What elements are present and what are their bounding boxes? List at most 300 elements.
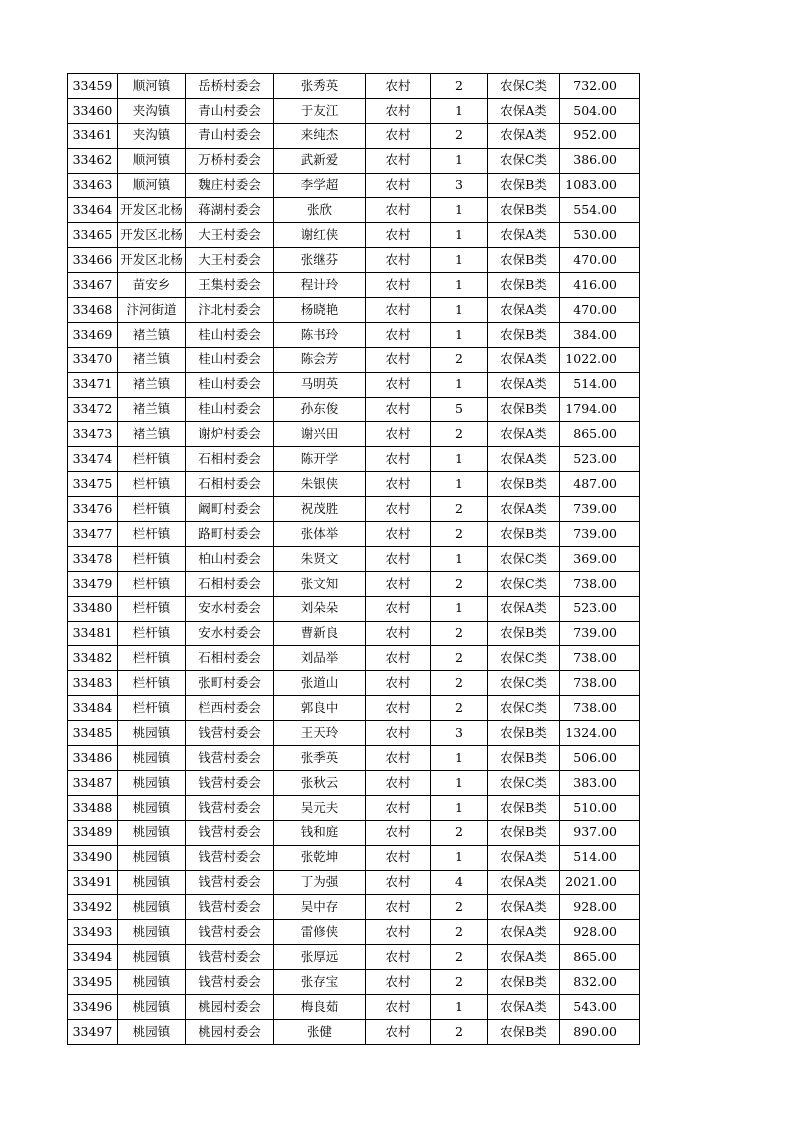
- table-row: [68, 223, 640, 248]
- people-count-cell: 1: [431, 198, 488, 223]
- category-cell: 农保B类: [488, 173, 560, 198]
- row-id-cell: 33479: [68, 571, 118, 596]
- village-cell: 大王村委会: [186, 223, 274, 248]
- people-count-cell: 2: [431, 671, 488, 696]
- amount-cell: 738.00: [560, 646, 640, 671]
- amount-cell: 1022.00: [560, 347, 640, 372]
- town-cell: 栏杆镇: [118, 671, 186, 696]
- name-cell: 刘品举: [274, 646, 366, 671]
- row-id-cell: 33493: [68, 920, 118, 945]
- table-row: [68, 248, 640, 273]
- town-cell: 栏杆镇: [118, 571, 186, 596]
- town-cell: 桃园镇: [118, 746, 186, 771]
- village-cell: 石相村委会: [186, 447, 274, 472]
- name-cell: 丁为强: [274, 870, 366, 895]
- town-cell: 褚兰镇: [118, 422, 186, 447]
- amount-cell: 732.00: [560, 74, 640, 99]
- area-type-cell: 农村: [366, 671, 431, 696]
- village-cell: 谢炉村委会: [186, 422, 274, 447]
- row-id-cell: 33489: [68, 820, 118, 845]
- name-cell: 朱银侠: [274, 472, 366, 497]
- people-count-cell: 1: [431, 770, 488, 795]
- town-cell: 桃园镇: [118, 970, 186, 995]
- people-count-cell: 5: [431, 397, 488, 422]
- people-count-cell: 1: [431, 546, 488, 571]
- name-cell: 杨晓艳: [274, 298, 366, 323]
- area-type-cell: 农村: [366, 123, 431, 148]
- amount-cell: 523.00: [560, 596, 640, 621]
- row-id-cell: 33483: [68, 671, 118, 696]
- area-type-cell: 农村: [366, 870, 431, 895]
- name-cell: 张欣: [274, 198, 366, 223]
- town-cell: 顺河镇: [118, 173, 186, 198]
- area-type-cell: 农村: [366, 298, 431, 323]
- town-cell: 栏杆镇: [118, 646, 186, 671]
- area-type-cell: 农村: [366, 546, 431, 571]
- table-row: [68, 845, 640, 870]
- name-cell: 钱和庭: [274, 820, 366, 845]
- row-id-cell: 33480: [68, 596, 118, 621]
- town-cell: 顺河镇: [118, 74, 186, 99]
- area-type-cell: 农村: [366, 248, 431, 273]
- area-type-cell: 农村: [366, 746, 431, 771]
- name-cell: 祝茂胜: [274, 497, 366, 522]
- amount-cell: 487.00: [560, 472, 640, 497]
- category-cell: 农保B类: [488, 721, 560, 746]
- town-cell: 褚兰镇: [118, 397, 186, 422]
- amount-cell: 383.00: [560, 770, 640, 795]
- people-count-cell: 1: [431, 994, 488, 1019]
- village-cell: 蒋湖村委会: [186, 198, 274, 223]
- town-cell: 开发区北杨: [118, 223, 186, 248]
- table-row: [68, 273, 640, 298]
- amount-cell: 1324.00: [560, 721, 640, 746]
- category-cell: 农保B类: [488, 795, 560, 820]
- category-cell: 农保B类: [488, 820, 560, 845]
- people-count-cell: 2: [431, 123, 488, 148]
- row-id-cell: 33476: [68, 497, 118, 522]
- village-cell: 钱营村委会: [186, 895, 274, 920]
- area-type-cell: 农村: [366, 98, 431, 123]
- village-cell: 钱营村委会: [186, 870, 274, 895]
- area-type-cell: 农村: [366, 497, 431, 522]
- amount-cell: 865.00: [560, 422, 640, 447]
- village-cell: 钱营村委会: [186, 820, 274, 845]
- town-cell: 桃园镇: [118, 721, 186, 746]
- row-id-cell: 33468: [68, 298, 118, 323]
- name-cell: 陈开学: [274, 447, 366, 472]
- table-row: [68, 770, 640, 795]
- village-cell: 王集村委会: [186, 273, 274, 298]
- amount-cell: 890.00: [560, 1019, 640, 1044]
- people-count-cell: 2: [431, 945, 488, 970]
- name-cell: 雷修侠: [274, 920, 366, 945]
- people-count-cell: 1: [431, 472, 488, 497]
- amount-cell: 470.00: [560, 248, 640, 273]
- village-cell: 桂山村委会: [186, 347, 274, 372]
- people-count-cell: 1: [431, 98, 488, 123]
- amount-cell: 2021.00: [560, 870, 640, 895]
- name-cell: 吴元夫: [274, 795, 366, 820]
- name-cell: 张健: [274, 1019, 366, 1044]
- table-row: [68, 571, 640, 596]
- area-type-cell: 农村: [366, 397, 431, 422]
- amount-cell: 865.00: [560, 945, 640, 970]
- row-id-cell: 33466: [68, 248, 118, 273]
- town-cell: 桃园镇: [118, 920, 186, 945]
- village-cell: 钱营村委会: [186, 845, 274, 870]
- category-cell: 农保A类: [488, 447, 560, 472]
- name-cell: 来纯杰: [274, 123, 366, 148]
- area-type-cell: 农村: [366, 1019, 431, 1044]
- row-id-cell: 33459: [68, 74, 118, 99]
- row-id-cell: 33465: [68, 223, 118, 248]
- table-row: [68, 472, 640, 497]
- name-cell: 张道山: [274, 671, 366, 696]
- amount-cell: 510.00: [560, 795, 640, 820]
- category-cell: 农保B类: [488, 397, 560, 422]
- village-cell: 大王村委会: [186, 248, 274, 273]
- name-cell: 张乾坤: [274, 845, 366, 870]
- table-row: [68, 546, 640, 571]
- town-cell: 栏杆镇: [118, 522, 186, 547]
- village-cell: 钱营村委会: [186, 770, 274, 795]
- people-count-cell: 2: [431, 646, 488, 671]
- town-cell: 栏杆镇: [118, 621, 186, 646]
- category-cell: 农保A类: [488, 845, 560, 870]
- name-cell: 郭良中: [274, 696, 366, 721]
- name-cell: 武新爱: [274, 148, 366, 173]
- area-type-cell: 农村: [366, 372, 431, 397]
- category-cell: 农保B类: [488, 472, 560, 497]
- people-count-cell: 2: [431, 920, 488, 945]
- row-id-cell: 33497: [68, 1019, 118, 1044]
- people-count-cell: 1: [431, 746, 488, 771]
- row-id-cell: 33481: [68, 621, 118, 646]
- town-cell: 夹沟镇: [118, 98, 186, 123]
- category-cell: 农保B类: [488, 1019, 560, 1044]
- name-cell: 梅良茹: [274, 994, 366, 1019]
- village-cell: 桂山村委会: [186, 372, 274, 397]
- village-cell: 钱营村委会: [186, 970, 274, 995]
- town-cell: 桃园镇: [118, 994, 186, 1019]
- town-cell: 褚兰镇: [118, 372, 186, 397]
- category-cell: 农保A类: [488, 596, 560, 621]
- category-cell: 农保B类: [488, 198, 560, 223]
- table-row: [68, 994, 640, 1019]
- name-cell: 张季英: [274, 746, 366, 771]
- table-row: [68, 347, 640, 372]
- area-type-cell: 农村: [366, 970, 431, 995]
- amount-cell: 523.00: [560, 447, 640, 472]
- amount-cell: 369.00: [560, 546, 640, 571]
- area-type-cell: 农村: [366, 920, 431, 945]
- people-count-cell: 2: [431, 522, 488, 547]
- area-type-cell: 农村: [366, 621, 431, 646]
- category-cell: 农保C类: [488, 546, 560, 571]
- row-id-cell: 33491: [68, 870, 118, 895]
- town-cell: 开发区北杨: [118, 248, 186, 273]
- town-cell: 夹沟镇: [118, 123, 186, 148]
- town-cell: 栏杆镇: [118, 447, 186, 472]
- table-row: [68, 621, 640, 646]
- town-cell: 栏杆镇: [118, 696, 186, 721]
- category-cell: 农保C类: [488, 148, 560, 173]
- table-row: [68, 447, 640, 472]
- town-cell: 栏杆镇: [118, 546, 186, 571]
- row-id-cell: 33467: [68, 273, 118, 298]
- category-cell: 农保C类: [488, 571, 560, 596]
- village-cell: 钱营村委会: [186, 746, 274, 771]
- area-type-cell: 农村: [366, 422, 431, 447]
- village-cell: 桃园村委会: [186, 994, 274, 1019]
- people-count-cell: 1: [431, 322, 488, 347]
- people-count-cell: 2: [431, 696, 488, 721]
- category-cell: 农保C类: [488, 74, 560, 99]
- village-cell: 魏庄村委会: [186, 173, 274, 198]
- table-row: [68, 671, 640, 696]
- table-row: [68, 820, 640, 845]
- people-count-cell: 2: [431, 422, 488, 447]
- people-count-cell: 4: [431, 870, 488, 895]
- area-type-cell: 农村: [366, 721, 431, 746]
- row-id-cell: 33464: [68, 198, 118, 223]
- table-row: [68, 298, 640, 323]
- category-cell: 农保B类: [488, 970, 560, 995]
- row-id-cell: 33461: [68, 123, 118, 148]
- row-id-cell: 33470: [68, 347, 118, 372]
- table-row: [68, 397, 640, 422]
- people-count-cell: 3: [431, 721, 488, 746]
- area-type-cell: 农村: [366, 198, 431, 223]
- name-cell: 孙东俊: [274, 397, 366, 422]
- people-count-cell: 1: [431, 248, 488, 273]
- category-cell: 农保C类: [488, 646, 560, 671]
- people-count-cell: 2: [431, 895, 488, 920]
- category-cell: 农保A类: [488, 895, 560, 920]
- category-cell: 农保A类: [488, 497, 560, 522]
- row-id-cell: 33495: [68, 970, 118, 995]
- amount-cell: 738.00: [560, 571, 640, 596]
- people-count-cell: 2: [431, 820, 488, 845]
- people-count-cell: 2: [431, 74, 488, 99]
- village-cell: 汴北村委会: [186, 298, 274, 323]
- name-cell: 吴中存: [274, 895, 366, 920]
- area-type-cell: 农村: [366, 322, 431, 347]
- town-cell: 桃园镇: [118, 1019, 186, 1044]
- row-id-cell: 33462: [68, 148, 118, 173]
- table-row: [68, 422, 640, 447]
- amount-cell: 543.00: [560, 994, 640, 1019]
- category-cell: 农保A类: [488, 298, 560, 323]
- town-cell: 桃园镇: [118, 795, 186, 820]
- row-id-cell: 33460: [68, 98, 118, 123]
- people-count-cell: 1: [431, 148, 488, 173]
- category-cell: 农保B类: [488, 322, 560, 347]
- area-type-cell: 农村: [366, 696, 431, 721]
- category-cell: 农保B类: [488, 248, 560, 273]
- people-count-cell: 2: [431, 621, 488, 646]
- row-id-cell: 33469: [68, 322, 118, 347]
- category-cell: 农保A类: [488, 945, 560, 970]
- table-row: [68, 173, 640, 198]
- name-cell: 刘朵朵: [274, 596, 366, 621]
- row-id-cell: 33463: [68, 173, 118, 198]
- people-count-cell: 1: [431, 447, 488, 472]
- row-id-cell: 33487: [68, 770, 118, 795]
- row-id-cell: 33471: [68, 372, 118, 397]
- name-cell: 王天玲: [274, 721, 366, 746]
- table-row: [68, 322, 640, 347]
- table-row: [68, 646, 640, 671]
- name-cell: 张存宝: [274, 970, 366, 995]
- name-cell: 张继芬: [274, 248, 366, 273]
- name-cell: 张厚远: [274, 945, 366, 970]
- name-cell: 程计玲: [274, 273, 366, 298]
- table-row: [68, 895, 640, 920]
- amount-cell: 738.00: [560, 671, 640, 696]
- table-row: [68, 1019, 640, 1044]
- town-cell: 顺河镇: [118, 148, 186, 173]
- area-type-cell: 农村: [366, 770, 431, 795]
- table-row: [68, 746, 640, 771]
- town-cell: 汴河街道: [118, 298, 186, 323]
- area-type-cell: 农村: [366, 223, 431, 248]
- area-type-cell: 农村: [366, 646, 431, 671]
- row-id-cell: 33482: [68, 646, 118, 671]
- category-cell: 农保A类: [488, 123, 560, 148]
- amount-cell: 504.00: [560, 98, 640, 123]
- row-id-cell: 33474: [68, 447, 118, 472]
- village-cell: 栏西村委会: [186, 696, 274, 721]
- name-cell: 于友江: [274, 98, 366, 123]
- table-row: [68, 98, 640, 123]
- amount-cell: 928.00: [560, 920, 640, 945]
- category-cell: 农保B类: [488, 621, 560, 646]
- people-count-cell: 3: [431, 173, 488, 198]
- people-count-cell: 2: [431, 970, 488, 995]
- table-row: [68, 74, 640, 99]
- amount-cell: 506.00: [560, 746, 640, 771]
- village-cell: 钱营村委会: [186, 721, 274, 746]
- name-cell: 张秀英: [274, 74, 366, 99]
- category-cell: 农保A类: [488, 372, 560, 397]
- village-cell: 阚町村委会: [186, 497, 274, 522]
- category-cell: 农保B类: [488, 746, 560, 771]
- table-row: [68, 522, 640, 547]
- name-cell: 张秋云: [274, 770, 366, 795]
- area-type-cell: 农村: [366, 994, 431, 1019]
- name-cell: 李学超: [274, 173, 366, 198]
- area-type-cell: 农村: [366, 522, 431, 547]
- category-cell: 农保C类: [488, 770, 560, 795]
- row-id-cell: 33484: [68, 696, 118, 721]
- table-row: [68, 945, 640, 970]
- amount-cell: 739.00: [560, 497, 640, 522]
- village-cell: 石相村委会: [186, 646, 274, 671]
- amount-cell: 738.00: [560, 696, 640, 721]
- area-type-cell: 农村: [366, 596, 431, 621]
- table-body: [68, 74, 640, 1045]
- name-cell: 张体举: [274, 522, 366, 547]
- amount-cell: 1083.00: [560, 173, 640, 198]
- town-cell: 栏杆镇: [118, 497, 186, 522]
- category-cell: 农保A类: [488, 870, 560, 895]
- table-row: [68, 696, 640, 721]
- people-count-cell: 1: [431, 372, 488, 397]
- village-cell: 桂山村委会: [186, 322, 274, 347]
- table-row: [68, 920, 640, 945]
- table-row: [68, 870, 640, 895]
- village-cell: 安水村委会: [186, 621, 274, 646]
- village-cell: 柏山村委会: [186, 546, 274, 571]
- town-cell: 桃园镇: [118, 870, 186, 895]
- name-cell: 马明英: [274, 372, 366, 397]
- area-type-cell: 农村: [366, 945, 431, 970]
- row-id-cell: 33472: [68, 397, 118, 422]
- row-id-cell: 33478: [68, 546, 118, 571]
- town-cell: 开发区北杨: [118, 198, 186, 223]
- name-cell: 曹新良: [274, 621, 366, 646]
- area-type-cell: 农村: [366, 472, 431, 497]
- area-type-cell: 农村: [366, 173, 431, 198]
- category-cell: 农保B类: [488, 273, 560, 298]
- area-type-cell: 农村: [366, 148, 431, 173]
- table-row: [68, 123, 640, 148]
- category-cell: 农保A类: [488, 347, 560, 372]
- row-id-cell: 33490: [68, 845, 118, 870]
- area-type-cell: 农村: [366, 347, 431, 372]
- town-cell: 褚兰镇: [118, 322, 186, 347]
- amount-cell: 470.00: [560, 298, 640, 323]
- village-cell: 钱营村委会: [186, 945, 274, 970]
- table-row: [68, 198, 640, 223]
- people-count-cell: 1: [431, 223, 488, 248]
- village-cell: 青山村委会: [186, 98, 274, 123]
- row-id-cell: 33492: [68, 895, 118, 920]
- amount-cell: 1794.00: [560, 397, 640, 422]
- category-cell: 农保A类: [488, 994, 560, 1019]
- category-cell: 农保A类: [488, 422, 560, 447]
- town-cell: 桃园镇: [118, 845, 186, 870]
- town-cell: 栏杆镇: [118, 472, 186, 497]
- town-cell: 桃园镇: [118, 820, 186, 845]
- people-count-cell: 1: [431, 845, 488, 870]
- village-cell: 万桥村委会: [186, 148, 274, 173]
- name-cell: 陈会芳: [274, 347, 366, 372]
- name-cell: 谢红侠: [274, 223, 366, 248]
- village-cell: 路町村委会: [186, 522, 274, 547]
- village-cell: 钱营村委会: [186, 795, 274, 820]
- area-type-cell: 农村: [366, 447, 431, 472]
- village-cell: 桃园村委会: [186, 1019, 274, 1044]
- area-type-cell: 农村: [366, 845, 431, 870]
- area-type-cell: 农村: [366, 74, 431, 99]
- people-count-cell: 1: [431, 795, 488, 820]
- row-id-cell: 33477: [68, 522, 118, 547]
- amount-cell: 384.00: [560, 322, 640, 347]
- table-row: [68, 721, 640, 746]
- table-row: [68, 148, 640, 173]
- village-cell: 钱营村委会: [186, 920, 274, 945]
- town-cell: 桃园镇: [118, 895, 186, 920]
- table-row: [68, 596, 640, 621]
- people-count-cell: 1: [431, 298, 488, 323]
- row-id-cell: 33496: [68, 994, 118, 1019]
- village-cell: 石相村委会: [186, 571, 274, 596]
- table-row: [68, 970, 640, 995]
- village-cell: 岳桥村委会: [186, 74, 274, 99]
